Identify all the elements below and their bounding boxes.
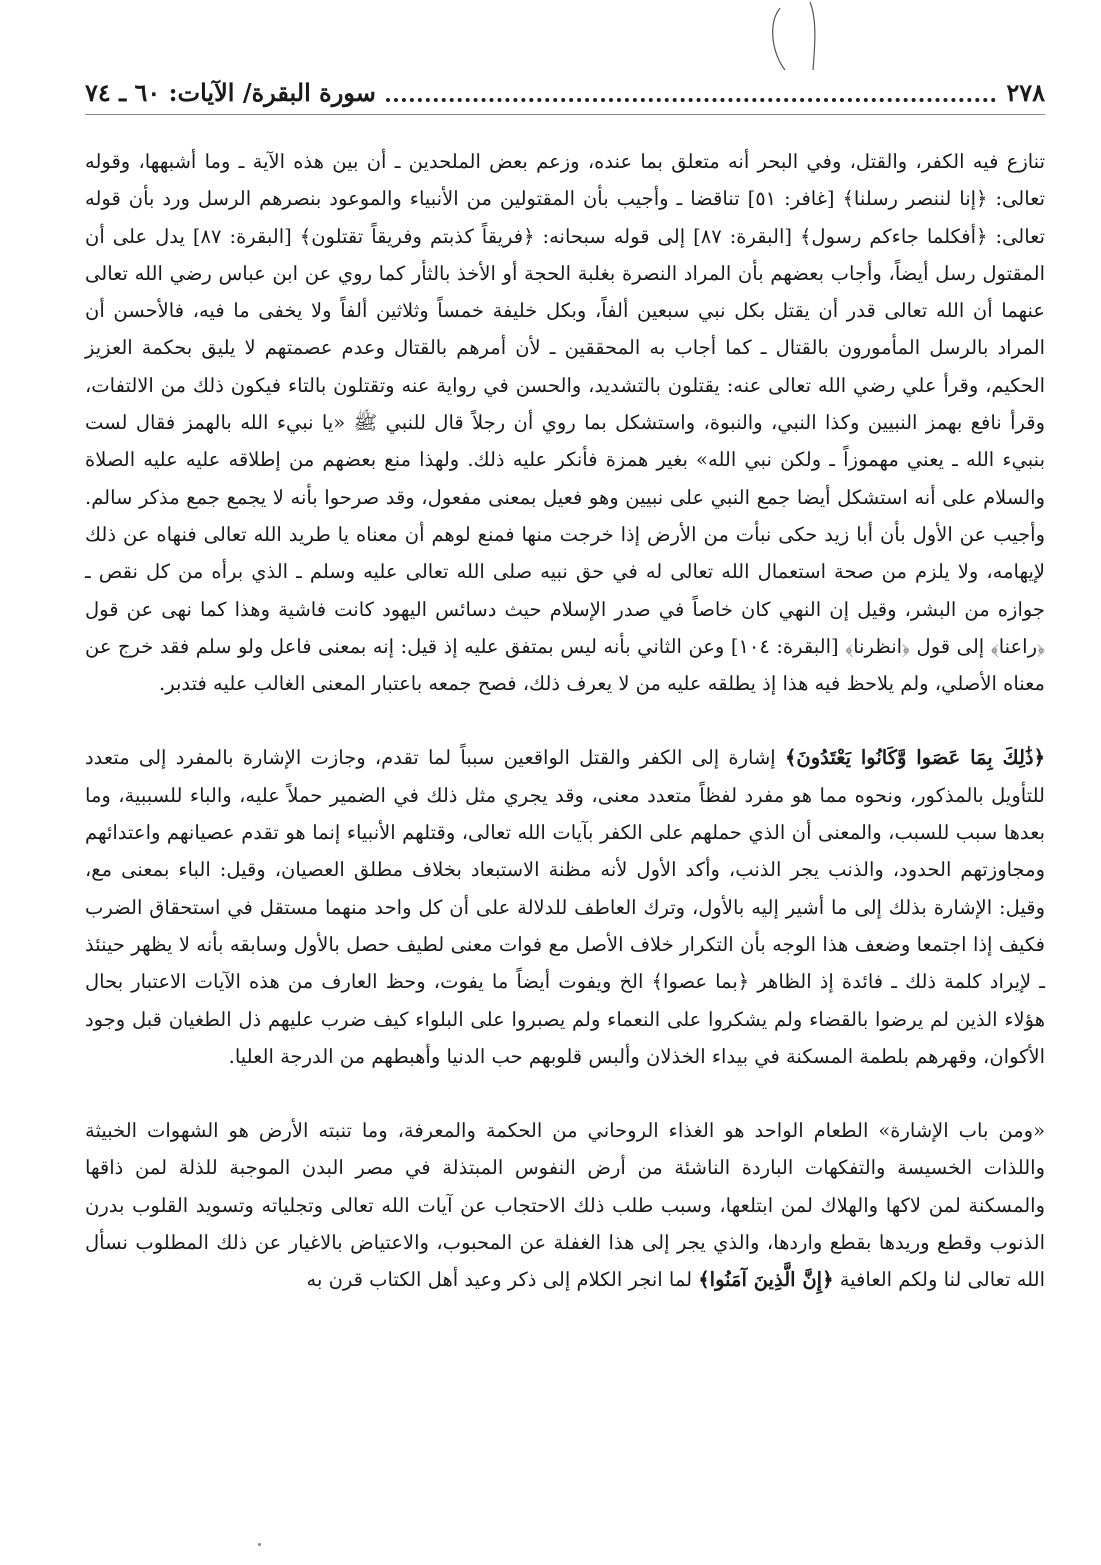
running-header [85,72,1045,112]
paragraph-2 [85,739,1045,1075]
header-leader-dots [386,94,997,102]
verse-quote: ﴿ذَٰلِكَ بِمَا عَصَوا وَّكَانُوا يَعْتَدُونَ﴾ [784,746,1046,770]
page-number: ٢٧٨ [1006,77,1045,107]
paragraph-3 [85,1112,1045,1298]
pen-mark [755,0,845,75]
verse-quote-2: ﴿إِنَّ الَّذِينَ آمَنُوا﴾ [698,1268,834,1292]
paragraph-1-text: تنازع فيه الكفر، والقتل، وفي البحر أنه متعلق بما عنده، وزعم بعض الملحدين ـ أن بين هذه الآية ـ وما أشبهها، وقوله تعالى: ﴿إنا لننصر رسلنا﴾ [غافر: ٥١] تناقضا ـ وأجيب بأن المقتولين من الأنبياء والموعود بنصرهم الرسل ورد بأن قوله تعالى: ﴿أفكلما جاءكم رسول﴾ [البقرة: ٨٧] إلى قوله سبحانه: ﴿فريقاً كذبتم وفريقاً تقتلون﴾ [البقرة: ٨٧] يدل على أن المقتول رسل أيضاً، وأجاب بعضهم بأن المراد النصرة بغلبة الحجة أو الأخذ بالثأر كما روي عن ابن عباس رضي الله تعالى عنهما أن الله تعالى قدر أن يقتل بكل نبي سبعين ألفاً، وبكل خليفة خمساً وثلاثين ألفاً ولا يخفى ما فيه، فالأحسن أن المراد بالرسل المأمورون بالقتال ـ كما أجاب به المحققين ـ لأن أمرهم بالقتال وعدم عصمتهم لا يليق بحكمة العزيز الحكيم، وقرأ علي رضي الله تعالى عنه: يقتلون بالتشديد، والحسن في رواية عنه وتقتلون بالتاء فيكون ذلك من الالتفات، وقرأ نافع بهمز النبيين وكذا النبي، والنبوة، واستشكل بما روي أن رجلاً قال للنبي ﷺ «يا نبيء الله بالهمز فقال لست بنبيء الله ـ يعني مهموزاً ـ ولكن نبي الله» بغير همزة فأنكر عليه ذلك. ولهذا منع بعضهم من إطلاقه عليه عليه الصلاة والسلام على أنه استشكل أيضا جمع النبي على نبيين وهو فعيل بمعنى مفعول، وقد صرحوا بأنه لا يجمع جمع مذكر سالم. وأجيب عن الأول بأن أبا زيد حكى نبأت من الأرض إذا خرجت منها فمنع لوهم أن معناه يا طريد الله تعالى فنهاه عن ذلك لإيهامه، ولا يلزم من صحة استعمال الله تعالى له في حق نبيه صلى الله تعالى عليه وسلم ـ الذي برأه من كل نقص ـ جوازه من البشر، وقيل إن النهي كان خاصاً في صدر الإسلام حيث دسائس اليهود كانت فاشية وهذا كما نهى عن قول ﴿راعنا﴾ إلى قول ﴿انظرنا﴾ [البقرة: ١٠٤] وعن الثاني بأنه ليس بمتفق عليه إذ قيل: إنه بمعنى فاعل ولو سلم فقد خرج عن معناه الأصلي، ولم يلاحظ فيه هذا إذ يطلقه عليه من لا يعرف ذلك، فصح جمعه باعتبار المعنى الغالب عليه فتدبر. [85,150,1046,696]
paragraph-3-text: «ومن باب الإشارة» الطعام الواحد هو الغذاء الروحاني من الحكمة والمعرفة، وما تنبته الأرض هو الشهوات الخبيثة واللذات الخسيسة والتفكهات الباردة الناشئة من أرض النفوس المبتذلة في مصر البدن الموجبة للذلة لمن ذاقها والمسكنة لمن لاكها والهلاك لمن ابتلعها، وسبب طلب ذلك الاحتجاب عن آيات الله تعالى وتجلياته وتسويد القلوب بدرن الذنوب وقطع وريدها بقطع واردها، والذي يجر إلى هذا الغفلة عن المحبوب، والاعتياض بالاغيار عن ذلك المطلوب نسأل الله تعالى لنا ولكم العافية [85,1119,1045,1292]
paragraph-3-tail: لما انجر الكلام إلى ذكر وعيد أهل الكتاب قرن به [306,1268,699,1292]
header-rule [85,114,1045,115]
paragraph-2-text: إشارة إلى الكفر والقتل الواقعين سبباً لما تقدم، وجازت الإشارة بالمفرد إلى متعدد للتأويل بالمذكور، ونحوه مما هو مفرد لفظاً متعدد معنى، وقد يجري مثل ذلك في الضمير حملاً عليه، والباء للسببية، وما بعدها سبب للسبب، والمعنى أن الذي حملهم على الكفر بآيات الله تعالى، وقتلهم الأنبياء إنما هو تقدم عصيانهم واعتدائهم ومجاوزتهم الحدود، والذنب يجر الذنب، وأكد الأول لأنه مظنة الاستبعاد بخلاف مطلق العصيان، وقيل: الباء بمعنى مع، وقيل: الإشارة بذلك إلى ما أشير إليه بالأول، وترك العاطف للدلالة على أن كل واحد منهما مستقل في استحقاق الضرب فكيف إذا اجتمعا وضعف هذا الوجه بأن التكرار خلاف الأصل مع فوات معنى لطيف حصل بالأول وسابقه بأنه لا يظهر حينئذ ـ لإيراد كلمة ذلك ـ فائدة إذ الظاهر ﴿بما عصوا﴾ الخ ويفوت أيضاً ما يفوت، وحظ العارف من هذه الآيات الاعتبار بحال هؤلاء الذين لم يرضوا بالقضاء ولم يشكروا على النعماء ولم يصبروا على البلواء كيف ضرب عليهم ذل الطغيان قبل وجود الأكوان، وقهرهم بلطمة المسكنة في بيداء الخذلان وألبس قلوبهم حب الدنيا وأهبطهم من الدرجة العليا. [85,746,1045,1068]
sura-title: سورة البقرة/ الآيات: ٦٠ ـ ٧٤ [85,77,376,107]
paragraph-1 [85,143,1045,702]
page-body [85,143,1045,1299]
page-speck [258,1543,261,1546]
